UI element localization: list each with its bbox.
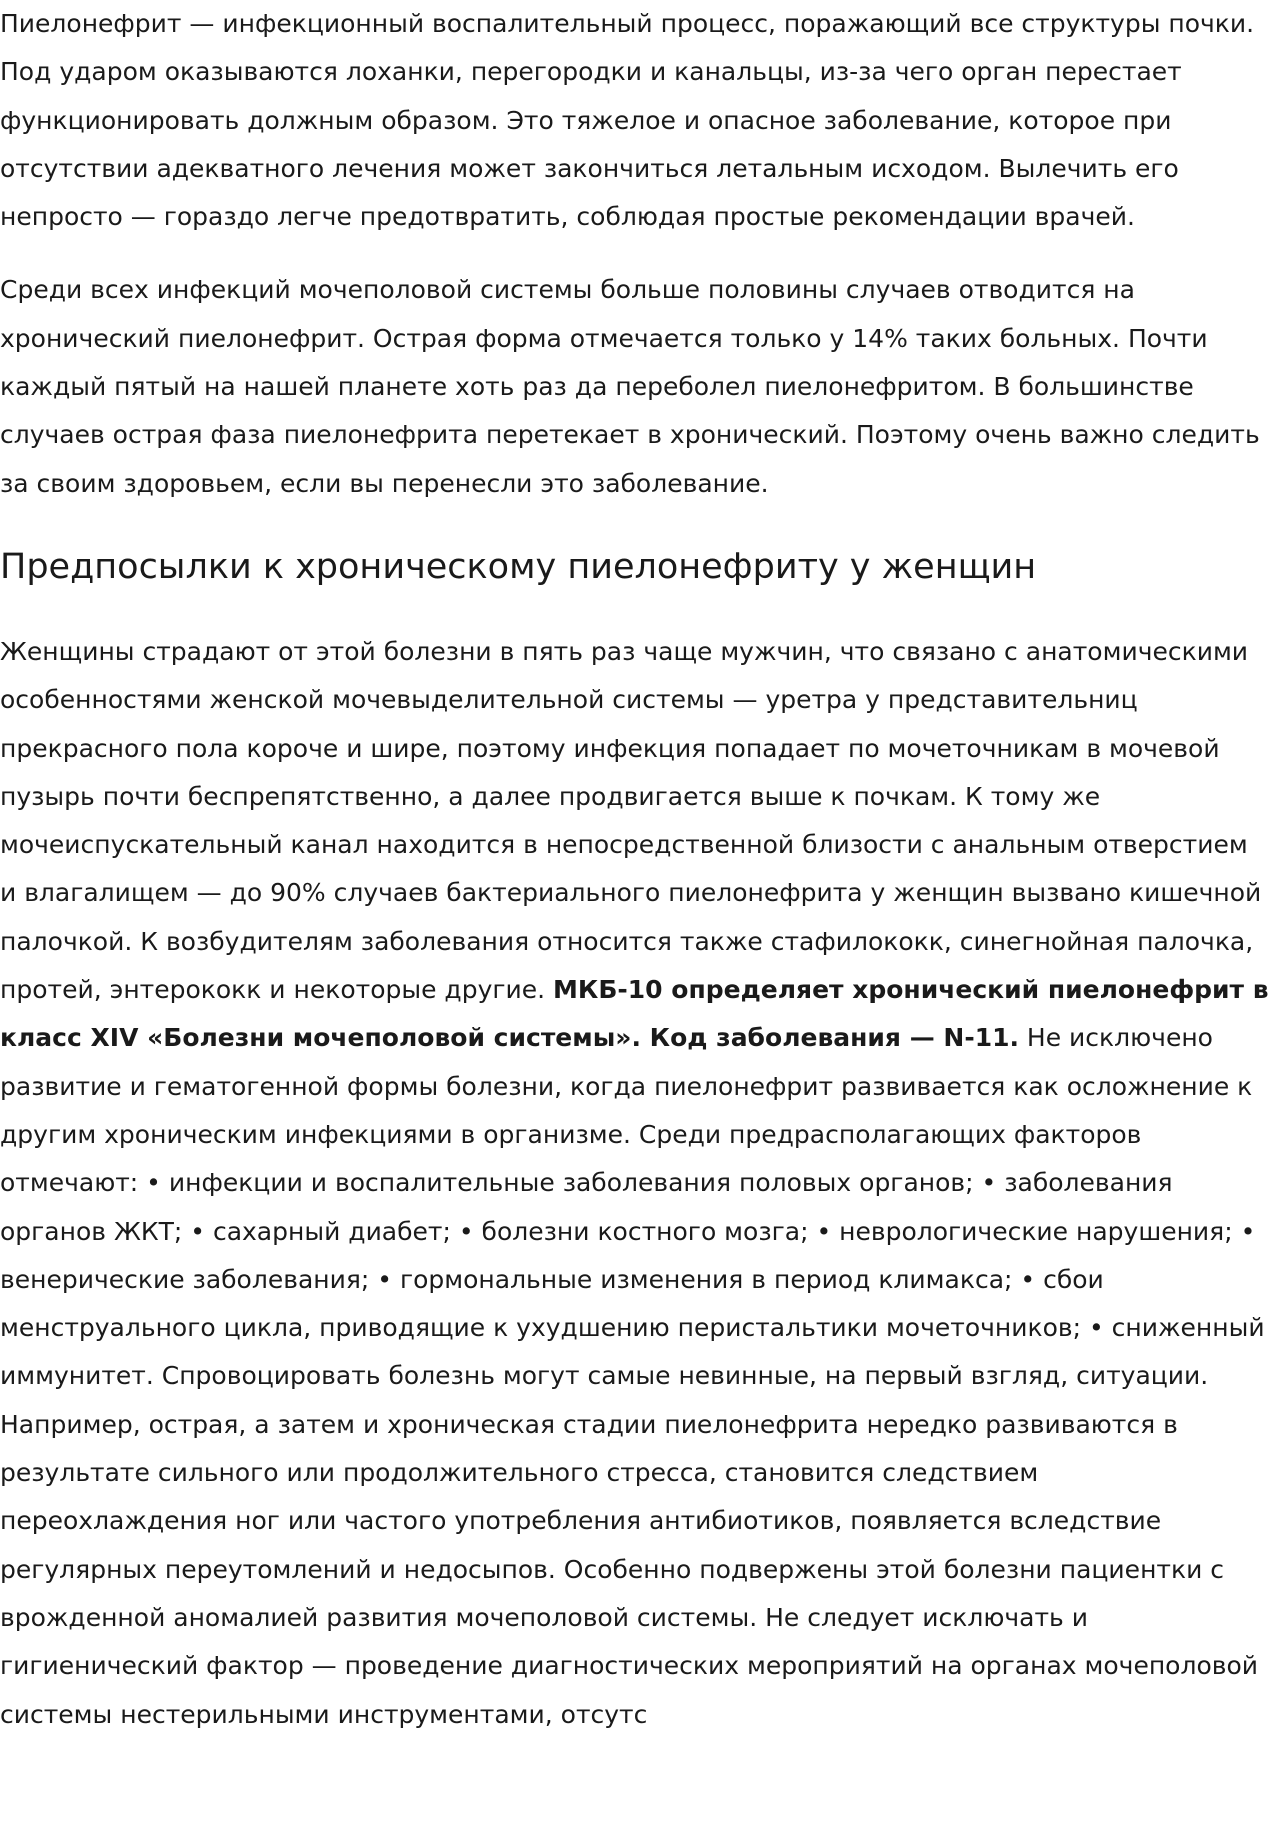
paragraph-causes-text-start: Женщины страдают от этой болезни в пять раз чаще мужчин, что связано с анатомическими особенностями женской мочевыделительной системы — уретра у представительниц прекрасного пола короче и шире, поэтому инфекция попадает по мочеточникам в мочевой пузырь почти беспрепятственно, а далее продвигается выше к почкам. К тому же мочеиспускательный канал находится в непосредственной близости с анальным отверстием и влагалищем — до 90% случаев бактериального пиелонефрита у женщин вызвано кишечной палочкой. К возбудителям заболевания относится также стафилококк, синегнойная палочка, протей, энтерококк и некоторые другие. <box>0 636 1262 1005</box>
icd-code-highlight: МКБ-10 определяет хронический пиелонефрит в класс XIV «Болезни мочеполовой системы». Код заболевания — N-11. <box>0 975 1269 1053</box>
section-heading: Предпосылки к хроническому пиелонефриту у женщин <box>0 546 1037 587</box>
paragraph-causes-text-end: Не исключено развитие и гематогенной формы болезни, когда пиелонефрит развивается как осложнение к другим хроническим инфекциями в организме. Среди предрасполагающих факторов отмечают: • инфекции и воспалительные заболевания половых органов; • заболевания органов ЖКТ; • сахарный диабет; • болезни костного мозга; • неврологические нарушения; • венерические заболевания; • гормональные изменения в период климакса; • сбои менструального цикла, приводящие к ухудшению перистальтики мочеточников; • сниженный иммунитет. Спровоцировать болезнь могут самые невинные, на первый взгляд, ситуации. Например, острая, а затем и хроническая стадии пиелонефрита нередко развиваются в результате сильного или продолжительного стресса, становится следствием переохлаждения ног или частого употребления антибиотиков, появляется вследствие регулярных переутомлений и недосыпов. Особенно подвержены этой болезни пациентки с врожденной аномалией развития мочеполовой системы. Не следует исключать и гигиенический фактор — проведение диагностических мероприятий на органах мочеполовой системы нестерильными инструментами, отсутс <box>0 1023 1265 1729</box>
paragraph-causes <box>0 628 1270 1739</box>
paragraph-statistics: Среди всех инфекций мочеполовой системы больше половины случаев отводится на хронический пиелонефрит. Острая форма отмечается только у 14% таких больных. Почти каждый пятый на нашей планете хоть раз да переболел пиелонефритом. В большинстве случаев острая фаза пиелонефрита перетекает в хронический. Поэтому очень важно следить за своим здоровьем, если вы перенесли это заболевание. <box>0 275 1260 498</box>
paragraph-intro: Пиелонефрит — инфекционный воспалительный процесс, поражающий все структуры почки. Под ударом оказываются лоханки, перегородки и канальцы, из-за чего орган перестает функционировать должным образом. Это тяжелое и опасное заболевание, которое при отсутствии адекватного лечения может закончиться летальным исходом. Вылечить его непросто — гораздо легче предотвратить, соблюдая простые рекомендации врачей. <box>0 9 1255 232</box>
